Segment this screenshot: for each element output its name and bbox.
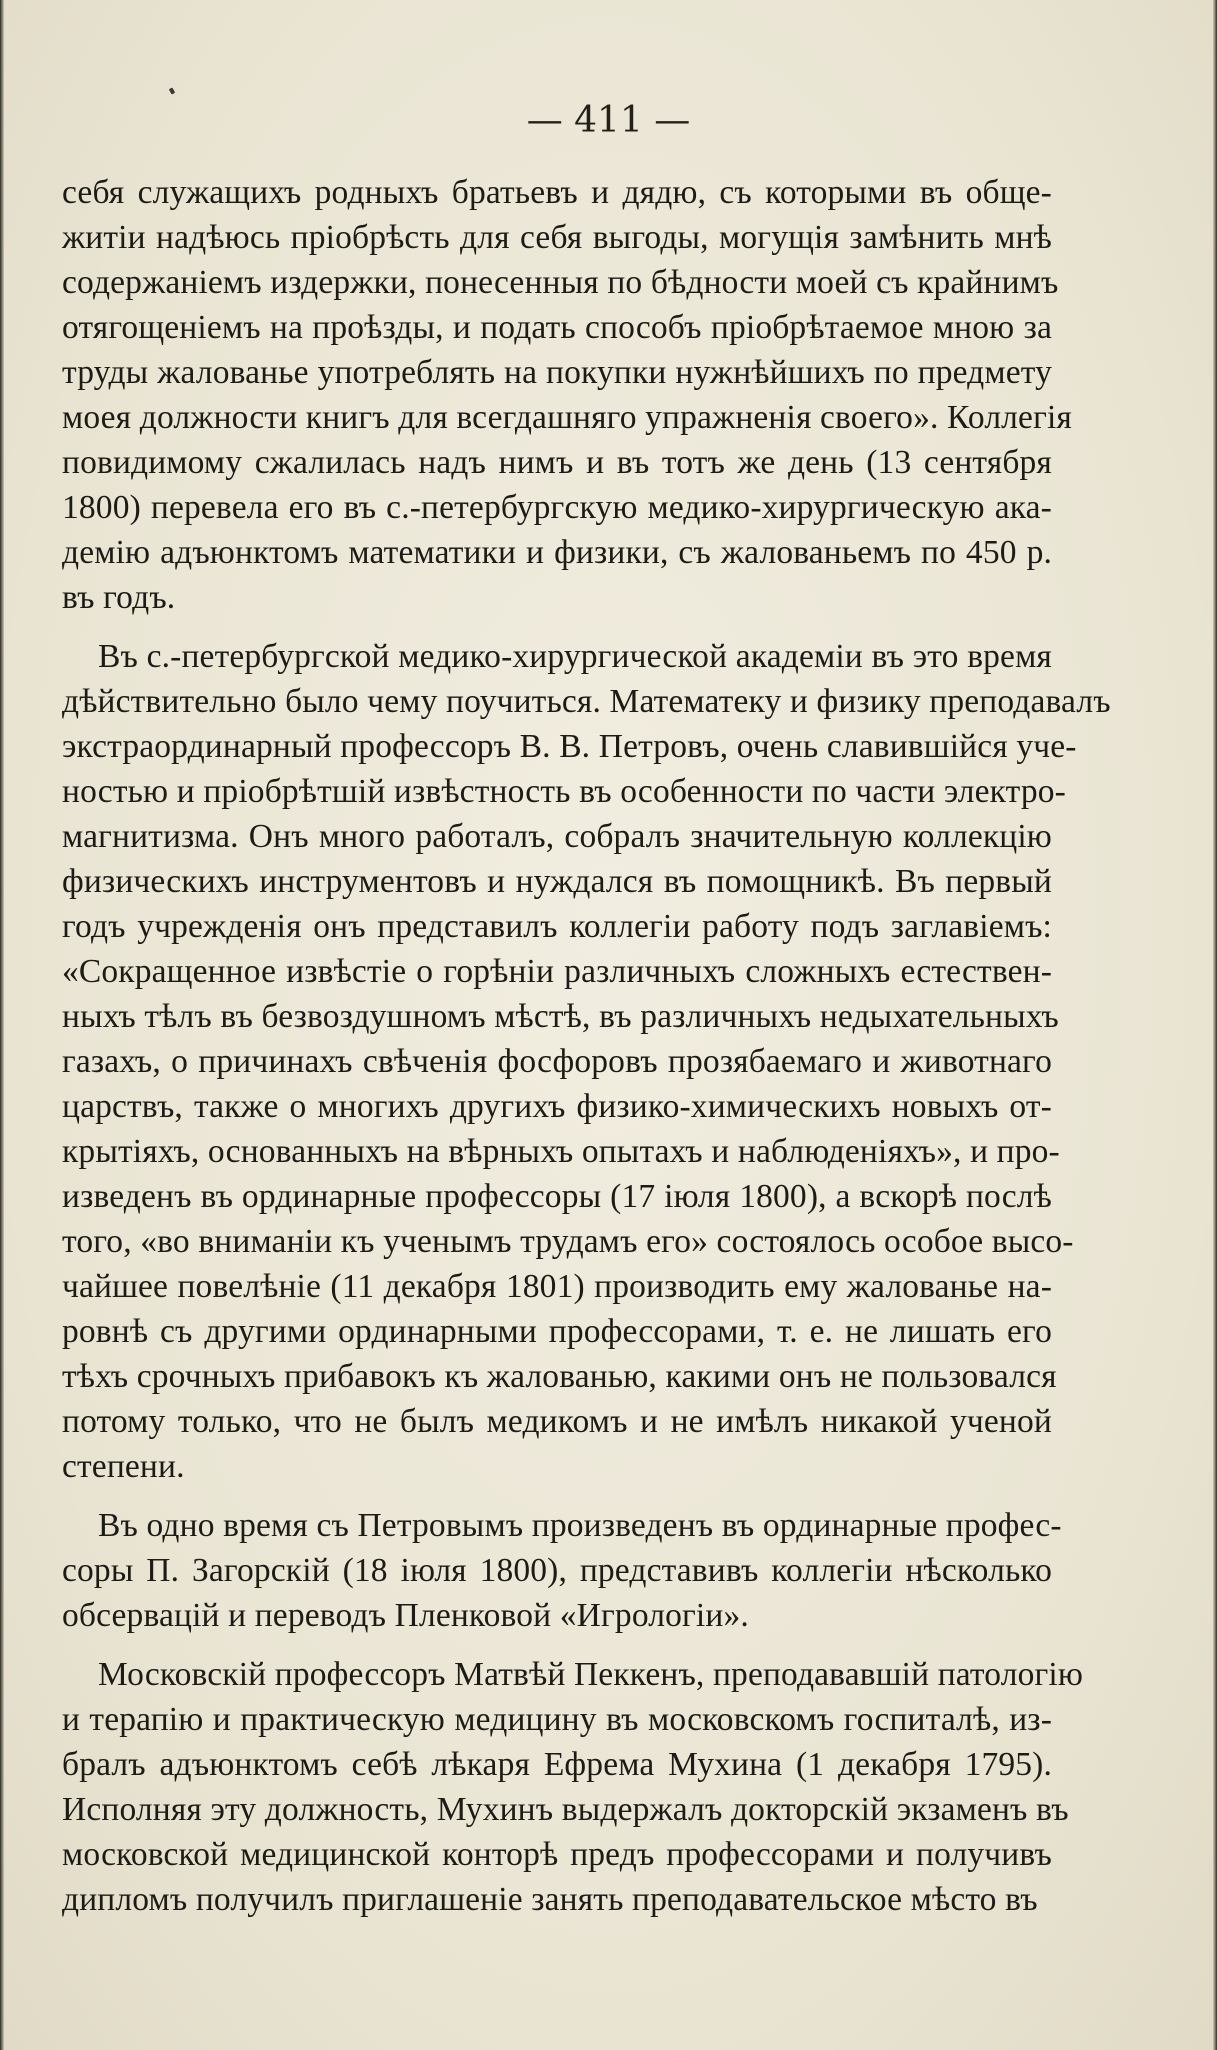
text-line: повидимому сжалилась надъ нимъ и въ тотъ же день (13 сентября	[62, 444, 1052, 481]
page-number: — 411 —	[526, 100, 691, 141]
text-line: крытіяхъ, основанныхъ на вѣрныхъ опытахъ и наблюденіяхъ», и про-	[62, 1133, 1060, 1170]
text-line: моея должности книгъ для всегдашняго упражненія своего». Коллегія	[62, 399, 1072, 436]
paragraph-gap	[62, 1638, 1052, 1652]
text-line: бралъ адъюнктомъ себѣ лѣкаря Ефрема Мухина (1 декабря 1795).	[62, 1746, 1052, 1783]
text-line: потому только, что не былъ медикомъ и не имѣлъ никакой ученой	[62, 1403, 1052, 1440]
text-line: труды жалованье употреблять на покупки нужнѣйшихъ по предмету	[62, 354, 1052, 391]
text-line: себя служащихъ родныхъ братьевъ и дядю, съ которыми въ обще-	[62, 174, 1052, 211]
text-line: и терапію и практическую медицину въ московскомъ госпиталѣ, из-	[62, 1701, 1052, 1738]
text-line: физическихъ инструментовъ и нуждался въ помощникѣ. Въ первый	[62, 863, 1052, 900]
text-line: степени.	[62, 1448, 185, 1485]
text-line: тѣхъ срочныхъ прибавокъ къ жалованью, какими онъ не пользовался	[62, 1358, 1057, 1395]
text-line: Въ одно время съ Петровымъ произведенъ въ ординарные профес-	[98, 1507, 1062, 1544]
paragraph	[62, 1652, 1084, 1922]
text-line: чайшее повелѣніе (11 декабря 1801) производить ему жалованье на-	[62, 1268, 1052, 1305]
ink-speck	[169, 87, 175, 94]
text-line: магнитизма. Онъ много работалъ, собралъ значительную коллекцію	[62, 818, 1052, 855]
body-text	[62, 170, 1111, 1922]
text-line: соры П. Загорскій (18 іюля 1800), представивъ коллегіи нѣсколько	[62, 1552, 1052, 1589]
text-line: ностью и пріобрѣтшій извѣстность въ особенности по части электро-	[62, 773, 1066, 810]
text-line: ныхъ тѣлъ въ безвоздушномъ мѣстѣ, въ различныхъ недыхательныхъ	[62, 998, 1059, 1035]
text-line: демію адъюнктомъ математики и физики, съ жалованьемъ по 450 р.	[62, 534, 1052, 571]
paragraph-gap	[62, 1489, 1052, 1503]
text-line: экстраординарный профессоръ В. В. Петровъ, очень славившійся уче-	[62, 728, 1077, 765]
paragraph-gap	[62, 620, 1052, 634]
paragraph	[62, 170, 1072, 620]
text-line: газахъ, о причинахъ свѣченія фосфоровъ прозябаемаго и животнаго	[62, 1043, 1052, 1080]
text-line: Исполняя эту должность, Мухинъ выдержалъ докторскій экзаменъ въ	[62, 1791, 1069, 1828]
paragraph	[62, 1503, 1062, 1638]
text-line: дѣйствительно было чему поучиться. Математеку и физику преподавалъ	[62, 683, 1111, 720]
text-line: 1800) перевела его въ с.-петербургскую медико-хирургическую ака-	[62, 489, 1052, 526]
text-line: обсервацій и переводъ Пленковой «Игрологіи».	[62, 1597, 749, 1634]
text-line: ровнѣ съ другими ординарными профессорами, т. е. не лишать его	[62, 1313, 1052, 1350]
text-line: Московскій профессоръ Матвѣй Пеккенъ, преподававшій патологію	[98, 1656, 1084, 1693]
text-line: того, «во вниманіи къ ученымъ трудамъ его» состоялось особое высо-	[62, 1223, 1074, 1260]
text-line: «Сокращенное извѣстіе о горѣніи различныхъ сложныхъ естествен-	[62, 953, 1052, 990]
text-line: дипломъ получилъ приглашеніе занять преподавательское мѣсто въ	[62, 1881, 1038, 1918]
text-line: изведенъ въ ординарные профессоры (17 іюля 1800), а вскорѣ послѣ	[62, 1178, 1052, 1215]
text-line: въ годъ.	[62, 579, 176, 616]
text-line: Въ с.-петербургской медико-хирургической академіи въ это время	[98, 638, 1052, 675]
paragraph	[62, 634, 1111, 1489]
text-line: содержаніемъ издержки, понесенныя по бѣдности моей съ крайнимъ	[62, 264, 1059, 301]
text-line: годъ учрежденія онъ представилъ коллегіи работу подъ заглавіемъ:	[62, 908, 1052, 945]
text-line: отягощеніемъ на проѣзды, и подать способъ пріобрѣтаемое мною за	[62, 309, 1052, 346]
text-line: московской медицинской конторѣ предъ профессорами и получивъ	[62, 1836, 1052, 1873]
text-line: царствъ, также о многихъ другихъ физико-химическихъ новыхъ от-	[62, 1088, 1052, 1125]
text-line: житіи надѣюсь пріобрѣсть для себя выгоды, могущія замѣнить мнѣ	[62, 219, 1052, 256]
page-right-edge	[1213, 0, 1217, 2050]
page-left-edge	[0, 0, 4, 2050]
